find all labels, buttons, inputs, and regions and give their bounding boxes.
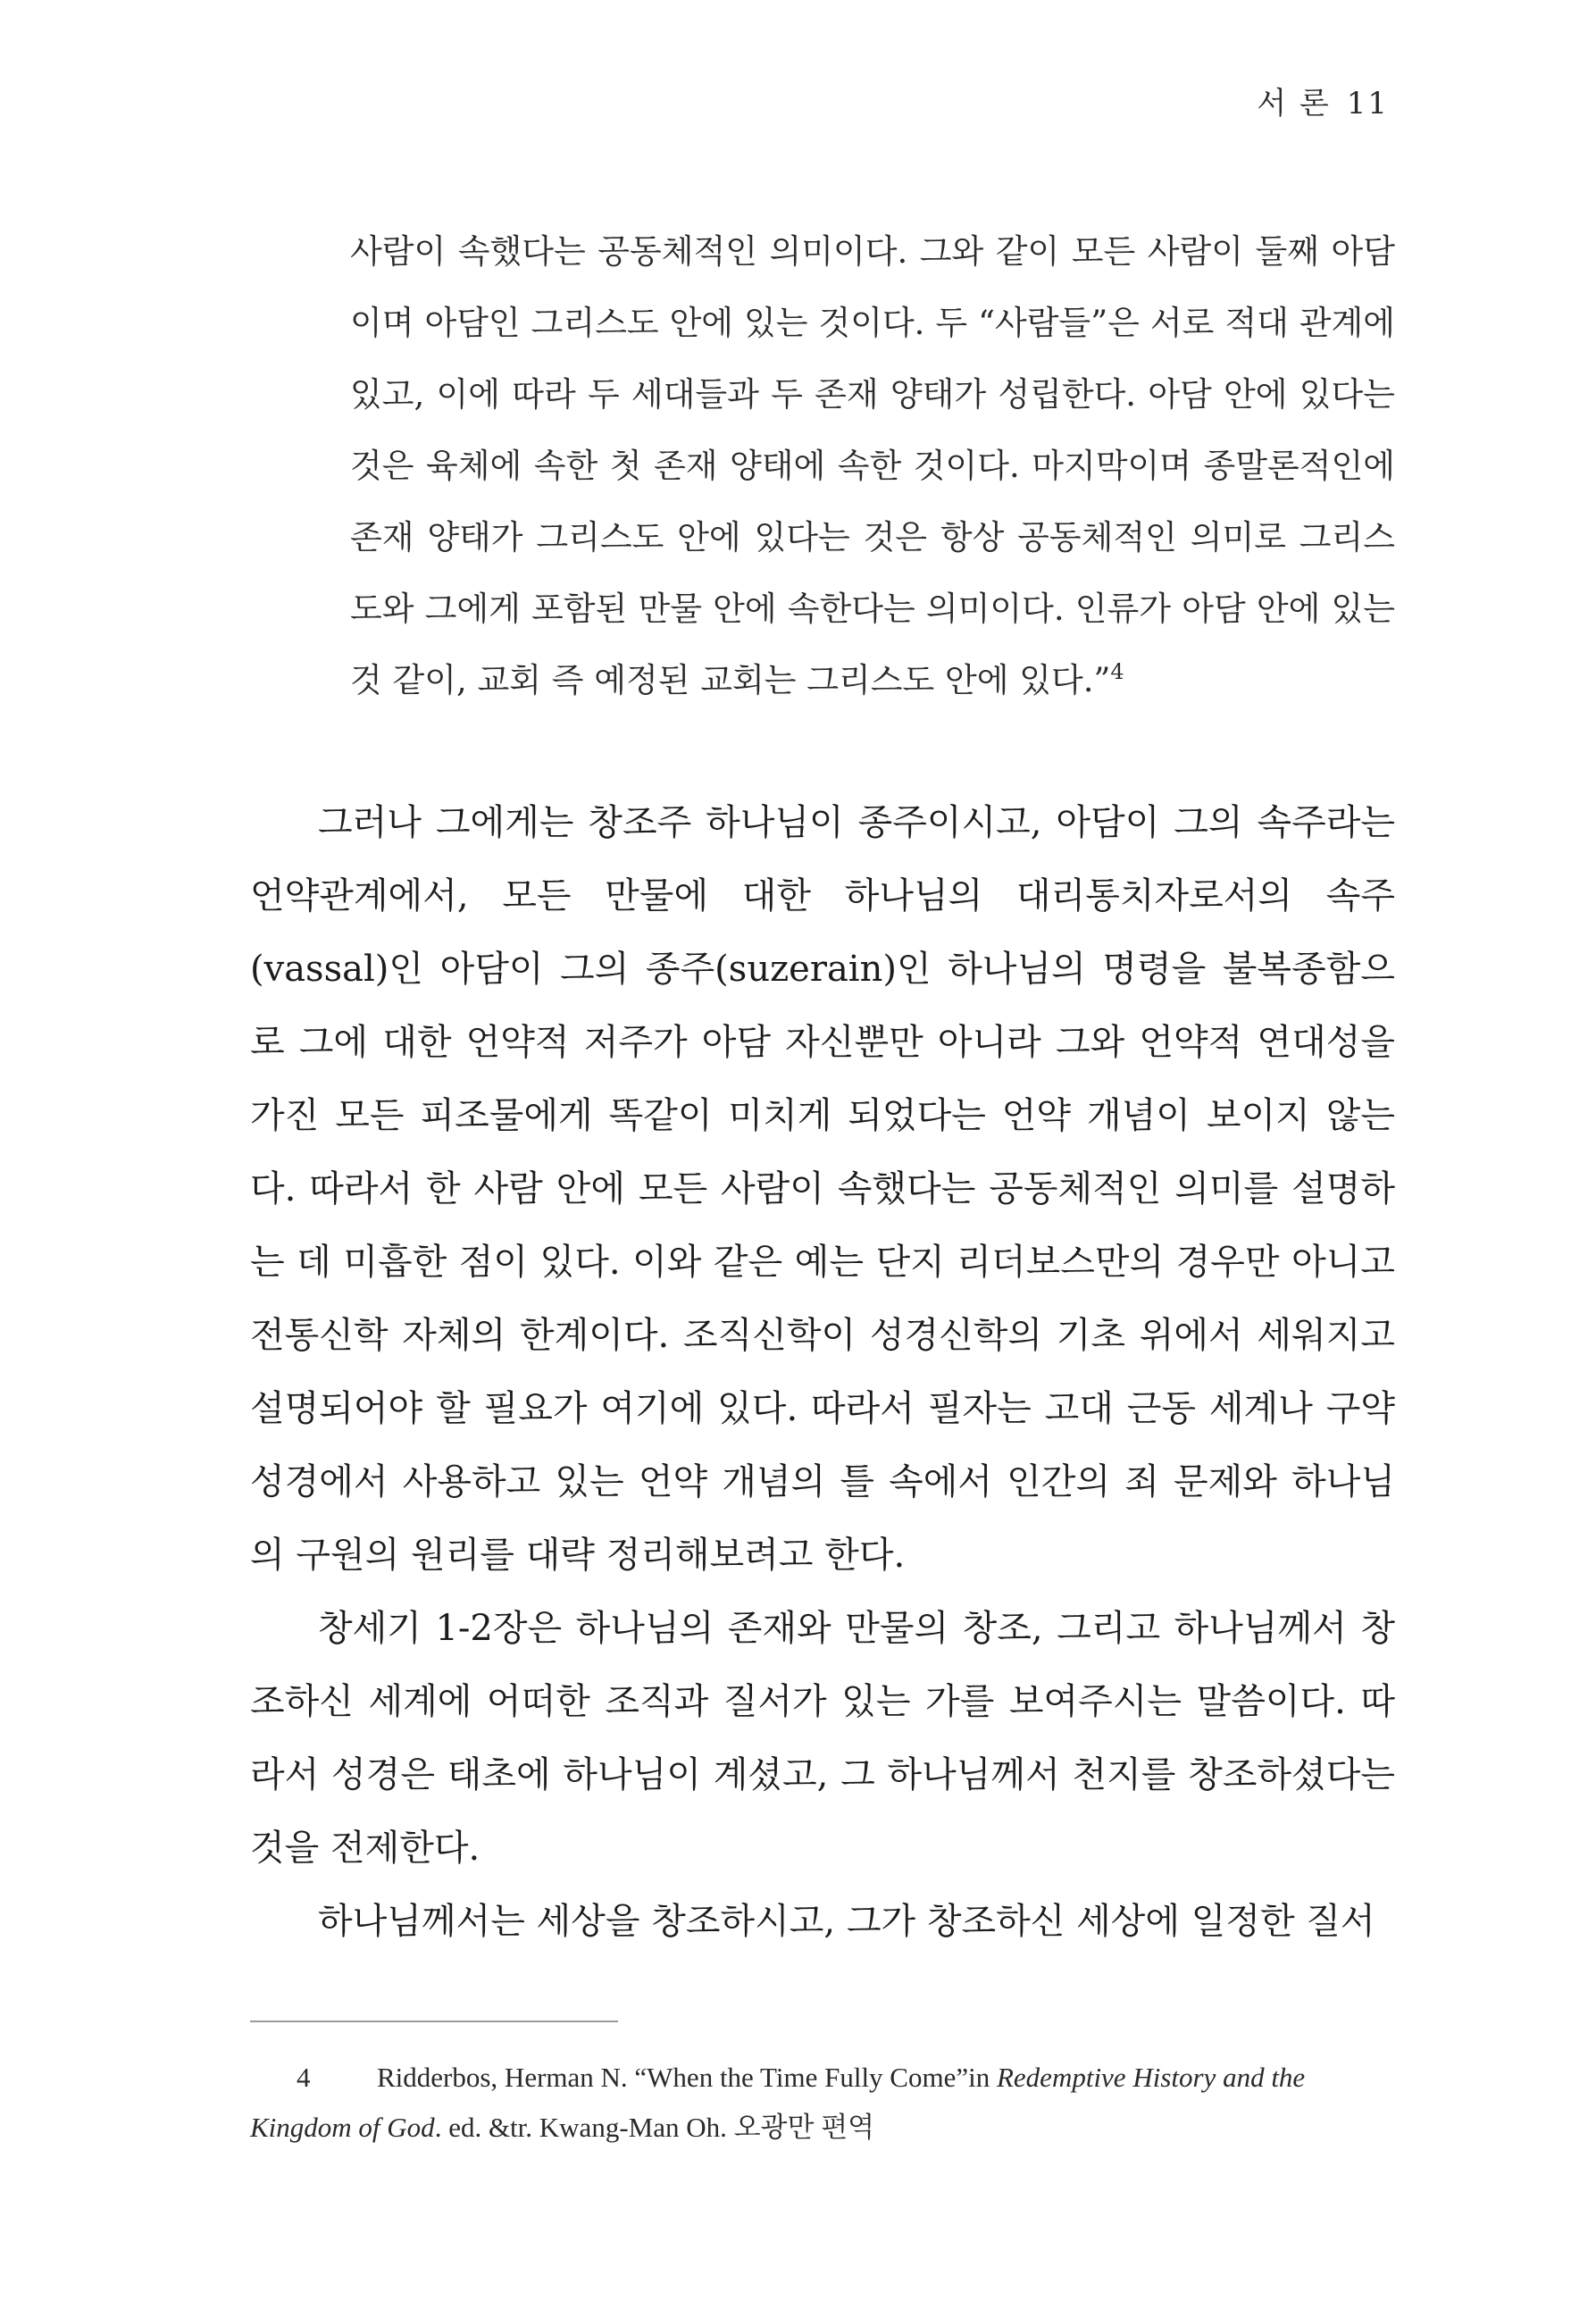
footnote-divider <box>250 2021 618 2022</box>
footnote-number: 4 <box>297 2062 311 2093</box>
paragraph: 그러나 그에게는 창조주 하나님이 종주이시고, 아담이 그의 속주라는 언약관계에서, 모든 만물에 대한 하나님의 대리통치자로서의 속주(vassal)인 아담이 그의 종주(suzerain)인 하나님의 명령을 불복종함으로 그에 대한 언약적 저주가 아담 자신뿐만 아니라 그와 언약적 연대성을 가진 모든 피조물에게 똑같이 미치게 되었다는 언약 개념이 보이지 않는다. 따라서 한 사람 안에 모든 사람이 속했다는 공동체적인 의미를 설명하는 데 미흡한 점이 있다. 이와 같은 예는 단지 리더보스만의 경우만 아니고 전통신학 자체의 한계이다. 조직신학이 성경신학의 기초 위에서 세워지고 설명되어야 할 필요가 여기에 있다. 따라서 필자는 고대 근동 세계나 구약성경에서 사용하고 있는 언약 개념의 틀 속에서 인간의 죄 문제와 하나님의 구원의 원리를 대략 정리해보려고 한다. <box>250 802 1395 1576</box>
paragraph: 하나님께서는 세상을 창조하시고, 그가 창조하신 세상에 일정한 질서 <box>318 1901 1375 1942</box>
block-quote <box>350 216 1395 716</box>
page-number: 11 <box>1346 86 1389 121</box>
block-quote-text: 사람이 속했다는 공동체적인 의미이다. 그와 같이 모든 사람이 둘째 아담이며 아담인 그리스도 안에 있는 것이다. 두 “사람들”은 서로 적대 관계에 있고, 이에 따라 두 세대들과 두 존재 양태가 성립한다. 아담 안에 있다는 것은 육체에 속한 첫 존재 양태에 속한 것이다. 마지막이며 종말론적인에 존재 양태가 그리스도 안에 있다는 것은 항상 공동체적인 의미로 그리스도와 그에게 포함된 만물 안에 속한다는 의미이다. 인류가 아담 안에 있는 것 같이, 교회 즉 예정된 교회는 그리스도 안에 있다.” <box>350 232 1395 699</box>
footnote-text-before: Ridderbos, Herman N. “When the Time Fully Come”in <box>377 2062 997 2093</box>
footnote-book-title: Redemptive History and the Kingdom of God <box>250 2062 1306 2143</box>
paragraph: 창세기 1-2장은 하나님의 존재와 만물의 창조, 그리고 하나님께서 창조하신 세계에 어떠한 조직과 질서가 있는 가를 보여주시는 말씀이다. 따라서 성경은 태초에 하나님이 계셨고, 그 하나님께서 천지를 창조하셨다는 것을 전제한다. <box>250 1608 1395 1869</box>
footnote-reference[interactable]: 4 <box>1110 659 1124 684</box>
section-title: 서 론 <box>1257 86 1331 121</box>
footnote <box>250 2053 1395 2153</box>
running-header <box>1257 79 1389 122</box>
footnote-text-after: . ed. &tr. Kwang-Man Oh. 오광만 편역 <box>434 2112 875 2143</box>
body-text <box>250 786 1395 1958</box>
